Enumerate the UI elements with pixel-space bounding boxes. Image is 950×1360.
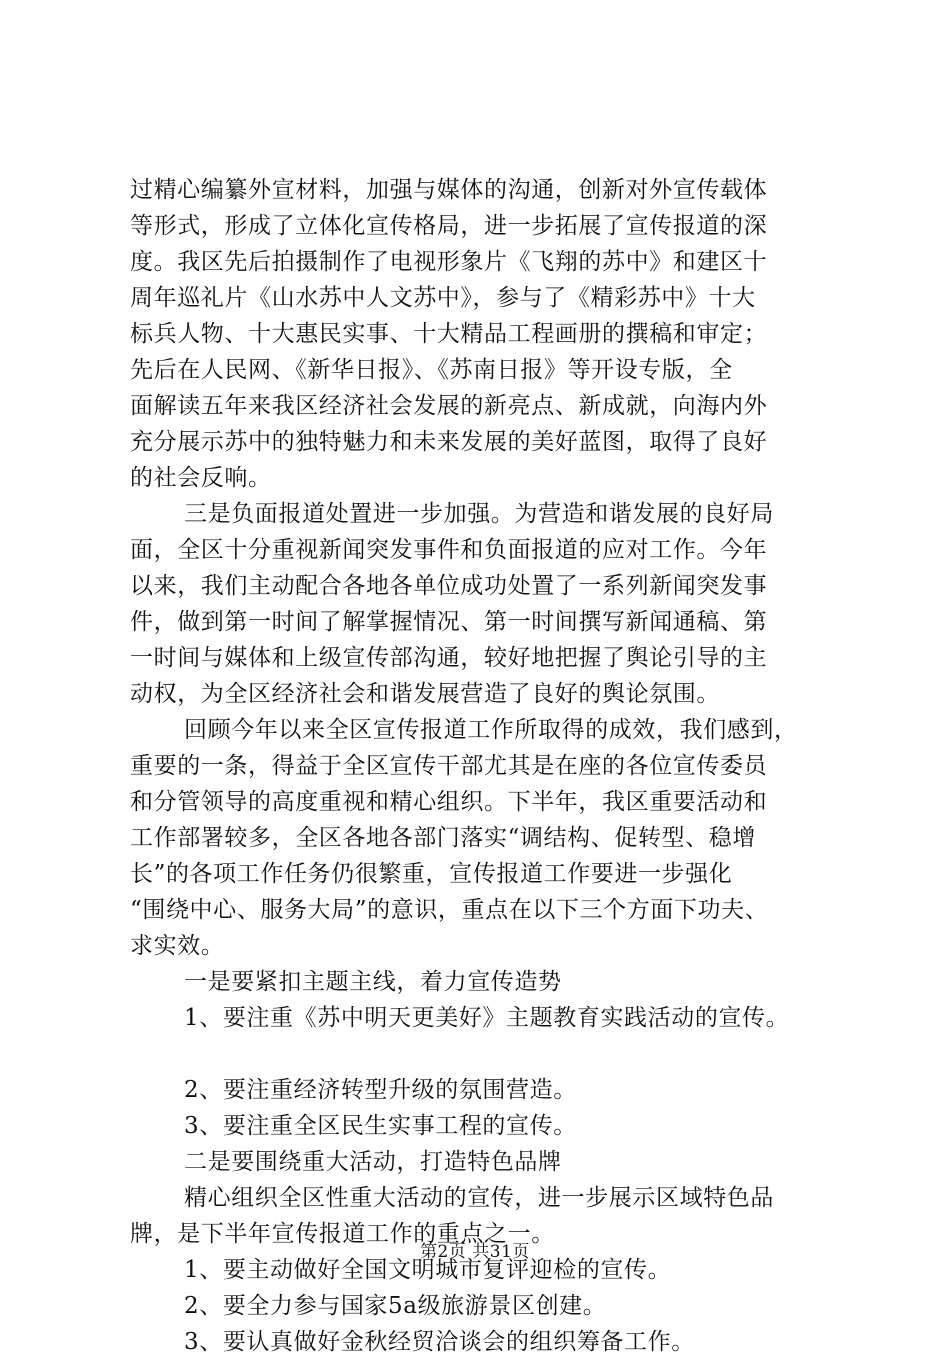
section-heading: 一是要紧扣主题主线，着力宣传造势 — [184, 969, 562, 995]
body-line: 动权，为全区经济社会和谐发展营造了良好的舆论氛围。 — [130, 681, 720, 707]
list-item: 2、要注重经济转型升级的氛围营造。 — [184, 1077, 577, 1103]
list-item: 2、要全力参与国家5a级旅游景区创建。 — [184, 1293, 607, 1319]
body-line: 周年巡礼片《山水苏中人文苏中》，参与了《精彩苏中》十大 — [130, 285, 756, 311]
document-body — [130, 172, 830, 1360]
body-line: 件，做到第一时间了解掌握情况、第一时间撰写新闻通稿、第 — [130, 609, 768, 635]
section-heading: 二是要围绕重大活动，打造特色品牌 — [184, 1149, 562, 1175]
body-line: 过精心编纂外宣材料，加强与媒体的沟通，创新对外宣传载体 — [130, 177, 768, 203]
list-item: 3、要注重全区民生实事工程的宣传。 — [184, 1113, 577, 1139]
body-line: 重要的一条，得益于全区宣传干部尤其是在座的各位宣传委员 — [130, 753, 768, 779]
body-line: 以来，我们主动配合各地各单位成功处置了一系列新闻突发事 — [130, 573, 768, 599]
paragraph-start-line: 三是负面报道处置进一步加强。为营造和谐发展的良好局 — [184, 501, 774, 527]
list-item: 1、要主动做好全国文明城市复评迎检的宣传。 — [184, 1257, 672, 1283]
body-line: 和分管领导的高度重视和精心组织。下半年，我区重要活动和 — [130, 789, 768, 815]
body-line: 标兵人物、十大惠民实事、十大精品工程画册的撰稿和审定； — [130, 321, 768, 347]
body-line: 一时间与媒体和上级宣传部沟通，较好地把握了舆论引导的主 — [130, 645, 768, 671]
body-line: 牌，是下半年宣传报道工作的重点之一。 — [130, 1221, 555, 1247]
body-line: 求实效。 — [130, 933, 225, 959]
body-line: “围绕中心、服务大局”的意识，重点在以下三个方面下功夫、 — [130, 897, 769, 923]
body-line: 面，全区十分重视新闻突发事件和负面报道的应对工作。今年 — [130, 537, 768, 563]
list-item: 3、要认真做好金秋经贸洽谈会的组织筹备工作。 — [184, 1329, 695, 1355]
body-line: 的社会反响。 — [130, 465, 272, 491]
list-item: 1、要注重《苏中明天更美好》主题教育实践活动的宣传。 — [184, 1005, 790, 1031]
body-line: 工作部署较多，全区各地各部门落实“调结构、促转型、稳增 — [130, 825, 756, 851]
paragraph-start-line: 回顾今年以来全区宣传报道工作所取得的成效，我们感到， — [184, 717, 798, 743]
paragraph-start-line: 精心组织全区性重大活动的宣传，进一步展示区域特色品 — [184, 1185, 774, 1211]
body-line: 面解读五年来我区经济社会发展的新亮点、新成就，向海内外 — [130, 393, 768, 419]
body-line: 等形式，形成了立体化宣传格局，进一步拓展了宣传报道的深 — [130, 213, 768, 239]
body-line: 长”的各项工作任务仍很繁重，宣传报道工作要进一步强化 — [130, 861, 733, 887]
body-line: 充分展示苏中的独特魅力和未来发展的美好蓝图，取得了良好 — [130, 429, 768, 455]
body-line: 度。我区先后拍摄制作了电视形象片《飞翔的苏中》和建区十 — [130, 249, 768, 275]
page-footer: 第2页 共31页 — [420, 1242, 530, 1262]
body-line: 先后在人民网、《新华日报》、《苏南日报》等开设专版，全 — [130, 357, 733, 383]
blank-line — [130, 1036, 830, 1072]
